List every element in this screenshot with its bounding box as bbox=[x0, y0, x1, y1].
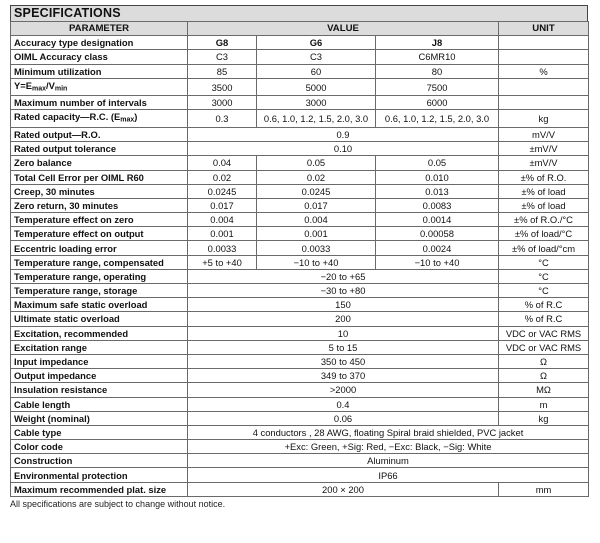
parameter-cell: Cable length bbox=[11, 397, 188, 411]
unit-cell: Ω bbox=[499, 369, 589, 383]
table-row bbox=[11, 269, 589, 283]
value-cell: +5 to +40 bbox=[188, 255, 257, 269]
parameter-cell: Eccentric loading error bbox=[11, 241, 188, 255]
value-cell: 4 conductors , 28 AWG, floating Spiral braid shielded, PVC jacket bbox=[188, 425, 589, 439]
value-cell: 0.0245 bbox=[188, 184, 257, 198]
value-cell: 10 bbox=[188, 326, 499, 340]
value-cell: 0.0033 bbox=[257, 241, 376, 255]
value-cell: 0.6, 1.0, 1.2, 1.5, 2.0, 3.0 bbox=[376, 110, 499, 128]
table-row bbox=[11, 213, 589, 227]
table-row bbox=[11, 340, 589, 354]
value-cell: 349 to 370 bbox=[188, 369, 499, 383]
unit-cell: °C bbox=[499, 255, 589, 269]
value-cell: 0.004 bbox=[257, 213, 376, 227]
spec-sheet bbox=[10, 5, 588, 497]
value-cell: 150 bbox=[188, 298, 499, 312]
value-cell: 0.02 bbox=[257, 170, 376, 184]
value-cell: 80 bbox=[376, 64, 499, 78]
value-cell: 0.004 bbox=[188, 213, 257, 227]
table-row bbox=[11, 170, 589, 184]
table-row bbox=[11, 36, 589, 50]
unit-cell: VDC or VAC RMS bbox=[499, 326, 589, 340]
table-row bbox=[11, 142, 589, 156]
value-cell: 5 to 15 bbox=[188, 340, 499, 354]
value-cell: 350 to 450 bbox=[188, 354, 499, 368]
value-cell: 0.017 bbox=[257, 198, 376, 212]
unit-cell: % bbox=[499, 64, 589, 78]
value-cell: 200 bbox=[188, 312, 499, 326]
parameter-cell: Temperature range, operating bbox=[11, 269, 188, 283]
parameter-cell: Rated capacity—R.C. $(E_{max})$ bbox=[11, 110, 188, 128]
table-row bbox=[11, 298, 589, 312]
table-row bbox=[11, 227, 589, 241]
table-row bbox=[11, 241, 589, 255]
parameter-cell: Weight (nominal) bbox=[11, 411, 188, 425]
unit-cell: ±mV/V bbox=[499, 156, 589, 170]
unit-cell: mm bbox=[499, 482, 589, 496]
table-row bbox=[11, 184, 589, 198]
value-cell: 0.10 bbox=[188, 142, 499, 156]
header-value: VALUE bbox=[188, 22, 499, 36]
parameter-cell: Accuracy type designation bbox=[11, 36, 188, 50]
value-cell: 0.010 bbox=[376, 170, 499, 184]
header-parameter: PARAMETER bbox=[11, 22, 188, 36]
parameter-cell: Minimum utilization bbox=[11, 64, 188, 78]
value-cell: C3 bbox=[257, 50, 376, 64]
table-row bbox=[11, 156, 589, 170]
table-row bbox=[11, 482, 589, 496]
value-cell: 200 × 200 bbox=[188, 482, 499, 496]
parameter-cell: Creep, 30 minutes bbox=[11, 184, 188, 198]
value-cell: Aluminum bbox=[188, 454, 589, 468]
unit-cell: % of R.C bbox=[499, 312, 589, 326]
header-row bbox=[11, 22, 589, 36]
value-cell: 0.06 bbox=[188, 411, 499, 425]
table-row bbox=[11, 454, 589, 468]
unit-cell: VDC or VAC RMS bbox=[499, 340, 589, 354]
value-cell: IP66 bbox=[188, 468, 589, 482]
value-cell: −10 to +40 bbox=[257, 255, 376, 269]
unit-cell: mV/V bbox=[499, 127, 589, 141]
parameter-cell: Construction bbox=[11, 454, 188, 468]
unit-cell bbox=[499, 50, 589, 64]
value-cell: 85 bbox=[188, 64, 257, 78]
unit-cell: m bbox=[499, 397, 589, 411]
value-cell: −20 to +65 bbox=[188, 269, 499, 283]
parameter-cell: Temperature effect on zero bbox=[11, 213, 188, 227]
parameter-cell: Output impedance bbox=[11, 369, 188, 383]
table-row bbox=[11, 397, 589, 411]
unit-cell: ±% of load bbox=[499, 198, 589, 212]
value-cell: 3000 bbox=[257, 96, 376, 110]
parameter-cell: Maximum number of intervals bbox=[11, 96, 188, 110]
value-cell: 0.05 bbox=[376, 156, 499, 170]
value-cell: G8 bbox=[188, 36, 257, 50]
value-cell: 0.05 bbox=[257, 156, 376, 170]
table-row bbox=[11, 96, 589, 110]
header-unit: UNIT bbox=[499, 22, 589, 36]
parameter-cell: Total Cell Error per OIML R60 bbox=[11, 170, 188, 184]
table-row bbox=[11, 127, 589, 141]
parameter-cell: $Y=E_{max}/V_{min}$ bbox=[11, 78, 188, 96]
table-row bbox=[11, 425, 589, 439]
value-cell: 0.017 bbox=[188, 198, 257, 212]
value-cell: 6000 bbox=[376, 96, 499, 110]
parameter-cell: Color code bbox=[11, 440, 188, 454]
parameter-cell: Excitation range bbox=[11, 340, 188, 354]
parameter-cell: Temperature range, compensated bbox=[11, 255, 188, 269]
value-cell: 0.4 bbox=[188, 397, 499, 411]
unit-cell: ±% of load/°cm bbox=[499, 241, 589, 255]
unit-cell bbox=[499, 96, 589, 110]
parameter-cell: Input impedance bbox=[11, 354, 188, 368]
table-row bbox=[11, 468, 589, 482]
table-row bbox=[11, 284, 589, 298]
value-cell: C6MR10 bbox=[376, 50, 499, 64]
parameter-cell: Maximum safe static overload bbox=[11, 298, 188, 312]
table-row bbox=[11, 354, 589, 368]
unit-cell: ±% of R.O./°C bbox=[499, 213, 589, 227]
unit-cell: kg bbox=[499, 110, 589, 128]
parameter-cell: Environmental protection bbox=[11, 468, 188, 482]
table-row bbox=[11, 255, 589, 269]
parameter-cell: Rated output tolerance bbox=[11, 142, 188, 156]
value-cell: 0.3 bbox=[188, 110, 257, 128]
parameter-cell: Rated output—R.O. bbox=[11, 127, 188, 141]
table-row bbox=[11, 64, 589, 78]
value-cell: G6 bbox=[257, 36, 376, 50]
value-cell: C3 bbox=[188, 50, 257, 64]
value-cell: 3500 bbox=[188, 78, 257, 96]
unit-cell: Ω bbox=[499, 354, 589, 368]
footnote: All specifications are subject to change without notice. bbox=[10, 499, 226, 509]
value-cell: 0.6, 1.0, 1.2, 1.5, 2.0, 3.0 bbox=[257, 110, 376, 128]
spec-table bbox=[10, 21, 589, 497]
spec-body bbox=[11, 36, 589, 497]
value-cell: 0.02 bbox=[188, 170, 257, 184]
value-cell: 0.00058 bbox=[376, 227, 499, 241]
unit-cell: ±% of load bbox=[499, 184, 589, 198]
table-row bbox=[11, 198, 589, 212]
value-cell: −30 to +80 bbox=[188, 284, 499, 298]
value-cell: 5000 bbox=[257, 78, 376, 96]
parameter-cell: Temperature effect on output bbox=[11, 227, 188, 241]
parameter-cell: Excitation, recommended bbox=[11, 326, 188, 340]
parameter-cell: Insulation resistance bbox=[11, 383, 188, 397]
value-cell: 0.0083 bbox=[376, 198, 499, 212]
table-row bbox=[11, 312, 589, 326]
parameter-cell: Zero return, 30 minutes bbox=[11, 198, 188, 212]
value-cell: 60 bbox=[257, 64, 376, 78]
unit-cell: kg bbox=[499, 411, 589, 425]
value-cell: +Exc: Green, +Sig: Red, −Exc: Black, −Sig: White bbox=[188, 440, 589, 454]
unit-cell: °C bbox=[499, 284, 589, 298]
unit-cell: ±% of load/°C bbox=[499, 227, 589, 241]
value-cell: 0.0024 bbox=[376, 241, 499, 255]
unit-cell: MΩ bbox=[499, 383, 589, 397]
value-cell: 0.001 bbox=[188, 227, 257, 241]
spec-title: SPECIFICATIONS bbox=[10, 5, 588, 21]
table-row bbox=[11, 383, 589, 397]
unit-cell: °C bbox=[499, 269, 589, 283]
unit-cell: ±% of R.O. bbox=[499, 170, 589, 184]
parameter-cell: OIML Accuracy class bbox=[11, 50, 188, 64]
parameter-cell: Cable type bbox=[11, 425, 188, 439]
parameter-cell: Zero balance bbox=[11, 156, 188, 170]
value-cell: >2000 bbox=[188, 383, 499, 397]
value-cell: 0.0014 bbox=[376, 213, 499, 227]
parameter-cell: Maximum recommended plat. size bbox=[11, 482, 188, 496]
value-cell: −10 to +40 bbox=[376, 255, 499, 269]
value-cell: 0.0245 bbox=[257, 184, 376, 198]
value-cell: 0.013 bbox=[376, 184, 499, 198]
value-cell: 0.9 bbox=[188, 127, 499, 141]
table-row bbox=[11, 411, 589, 425]
value-cell: J8 bbox=[376, 36, 499, 50]
value-cell: 0.001 bbox=[257, 227, 376, 241]
table-row bbox=[11, 50, 589, 64]
table-row bbox=[11, 326, 589, 340]
unit-cell bbox=[499, 36, 589, 50]
unit-cell: ±mV/V bbox=[499, 142, 589, 156]
table-row bbox=[11, 110, 589, 128]
unit-cell bbox=[499, 78, 589, 96]
parameter-cell: Temperature range, storage bbox=[11, 284, 188, 298]
parameter-cell: Ultimate static overload bbox=[11, 312, 188, 326]
table-row bbox=[11, 440, 589, 454]
unit-cell: % of R.C bbox=[499, 298, 589, 312]
value-cell: 0.04 bbox=[188, 156, 257, 170]
value-cell: 3000 bbox=[188, 96, 257, 110]
value-cell: 7500 bbox=[376, 78, 499, 96]
table-row bbox=[11, 369, 589, 383]
table-row bbox=[11, 78, 589, 96]
value-cell: 0.0033 bbox=[188, 241, 257, 255]
